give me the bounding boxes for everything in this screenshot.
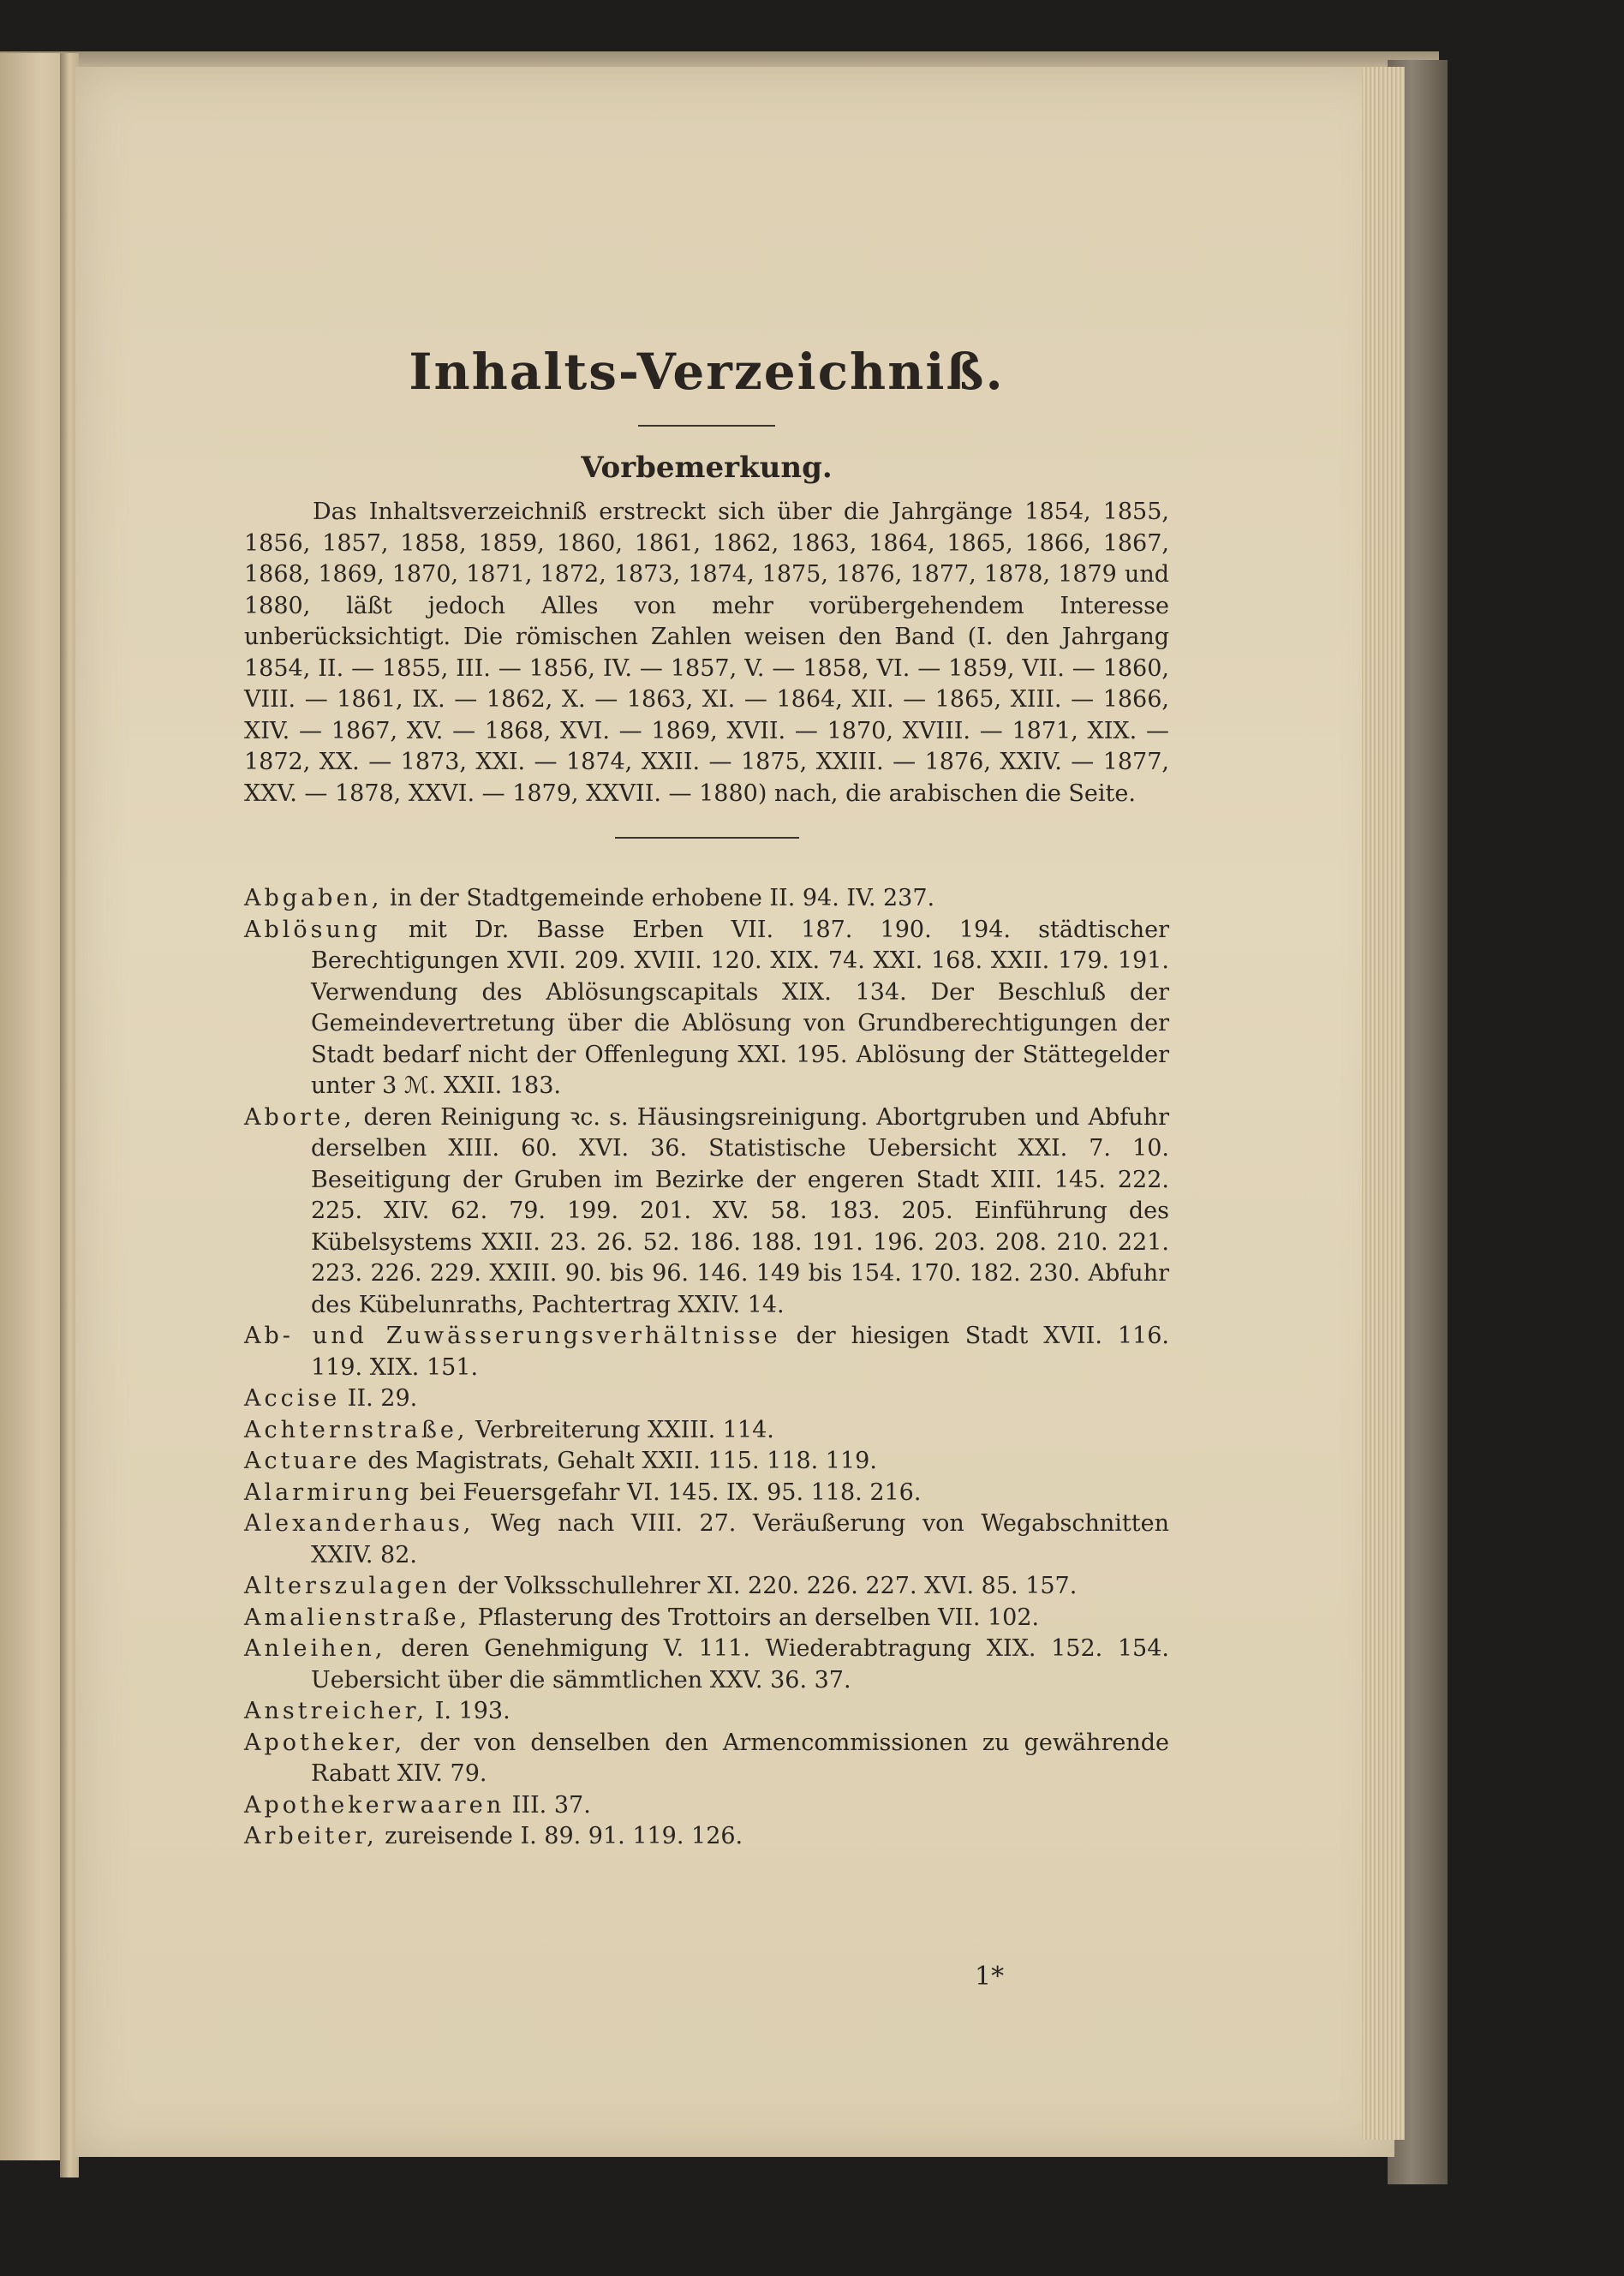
- index-entry: [244, 883, 1169, 915]
- index-entry: [244, 1478, 1169, 1509]
- page-title: Inhalts-Verzeichniß.: [409, 343, 1005, 401]
- entry-keyword: Aborte,: [244, 1103, 355, 1131]
- entry-text: Weg nach VIII. 27. Veräußerung von Wegabschnitten XXIV. 82.: [311, 1510, 1169, 1568]
- entry-keyword: Arbeiter,: [244, 1823, 378, 1849]
- entry-text: bei Feuersgefahr VI. 145. IX. 95. 118. 216.: [412, 1479, 922, 1506]
- entry-text: III. 37.: [505, 1791, 591, 1819]
- index-entry: [244, 1446, 1169, 1478]
- title-divider: [638, 425, 775, 427]
- page-stack-edges: [1362, 67, 1405, 2140]
- entry-text: II. 29.: [340, 1385, 418, 1412]
- entry-keyword: Achternstraße,: [244, 1416, 469, 1443]
- index-entry: [244, 1415, 1169, 1447]
- index-entry: [244, 1821, 1169, 1853]
- entry-text: der Volksschullehrer XI. 220. 226. 227. XVI. 85. 157.: [450, 1573, 1078, 1599]
- entry-keyword: Alexanderhaus,: [244, 1510, 475, 1537]
- entry-text: des Magistrats, Gehalt XXII. 115. 118. 119.: [360, 1448, 877, 1474]
- entry-keyword: Actuare: [244, 1448, 361, 1474]
- entry-text: zureisende I. 89. 91. 119. 126.: [377, 1823, 743, 1849]
- index-entry: [244, 1102, 1169, 1322]
- index-entry: [244, 1508, 1169, 1571]
- entry-keyword: Apotheker,: [244, 1729, 406, 1756]
- entry-keyword: Anleihen,: [244, 1635, 386, 1662]
- index-entry: [244, 1383, 1169, 1415]
- index-entry: [244, 1603, 1169, 1634]
- entry-keyword: Alarmirung: [244, 1479, 413, 1506]
- index-entry: [244, 1728, 1169, 1790]
- index-entry: [244, 1634, 1169, 1696]
- entry-keyword: Ablösung: [244, 916, 381, 943]
- entry-keyword: Amalienstraße,: [244, 1604, 471, 1631]
- index-entry: [244, 1571, 1169, 1603]
- index-entry: [244, 1696, 1169, 1728]
- index-entry: [244, 915, 1169, 1102]
- index-entries: [244, 883, 1169, 1853]
- entry-text: in der Stadtgemeinde erhobene II. 94. IV. 237.: [382, 885, 935, 911]
- entry-text: I. 193.: [427, 1698, 510, 1724]
- section-divider: [615, 837, 799, 839]
- entry-text: deren Reinigung ꝛc. s. Häusingsreinigung. Abortgruben und Abfuhr derselben XIII. 60. XVI. 36. Statistische Uebersicht XXI. 7. 10. Beseitigung der Gruben im Bezirke der engeren Stadt XIII. 145. 222. 225. XIV. 62. 79. 199. 201. XV. 58. 183. 205. Einführung des Kübelsystems XXII. 23. 26. 52. 186. 188. 191. 196. 203. 208. 210. 221. 223. 226. 229. XXIII. 90. bis 96. 146. 149 bis 154. 170. 182. 230. Abfuhr des Kübelunraths, Pachtertrag XXIV. 14.: [311, 1103, 1169, 1318]
- entry-text: Verbreiterung XXIII. 114.: [468, 1416, 774, 1443]
- entry-keyword: Abgaben,: [244, 885, 383, 911]
- entry-keyword: Ab- und Zuwässerungsverhältnisse: [244, 1323, 781, 1349]
- entry-text: der hiesigen Stadt XVII. 116. 119. XIX. 151.: [311, 1323, 1169, 1381]
- entry-keyword: Accise: [244, 1385, 341, 1412]
- signature-mark: 1*: [975, 1962, 1005, 1992]
- entry-keyword: Apothekerwaaren: [244, 1791, 505, 1819]
- entry-text: Pflasterung des Trottoirs an derselben VII. 102.: [470, 1604, 1040, 1631]
- index-entry: [244, 1790, 1169, 1822]
- page-content: [244, 343, 1169, 1853]
- section-heading: Vorbemerkung.: [581, 451, 833, 485]
- entry-text: deren Genehmigung V. 111. Wiederabtragung XIX. 152. 154. Uebersicht über die sämmtlichen XXV. 36. 37.: [311, 1635, 1169, 1694]
- entry-text: der von denselben den Armencommissionen zu gewährende Rabatt XIV. 79.: [311, 1729, 1169, 1787]
- entry-text: mit Dr. Basse Erben VII. 187. 190. 194. städtischer Berechtigungen XVII. 209. XVIII. 120. XIX. 74. XXI. 168. XXII. 179. 191. Verwendung des Ablösungscapitals XIX. 134. Der Beschluß der Gemeindevertretung über die Ablösung von Grundberechtigungen der Stadt bedarf nicht der Offenlegung XXI. 195. Ablösung der Stättegelder unter 3 ℳ. XXII. 183.: [311, 916, 1169, 1099]
- entry-keyword: Anstreicher,: [244, 1698, 428, 1724]
- entry-keyword: Alterszulagen: [244, 1573, 451, 1599]
- preface-paragraph: Das Inhaltsverzeichniß erstreckt sich über die Jahrgänge 1854, 1855, 1856, 1857, 1858, 1859, 1860, 1861, 1862, 1863, 1864, 1865, 1866, 1867, 1868, 1869, 1870, 1871, 1872, 1873, 1874, 1875, 1876, 1877, 1878, 1879 und 1880, läßt jedoch Alles von mehr vorübergehendem Interesse unberücksichtigt. Die römischen Zahlen weisen den Band (I. den Jahrgang 1854, II. — 1855, III. — 1856, IV. — 1857, V. — 1858, VI. — 1859, VII. — 1860, VIII. — 1861, IX. — 1862, X. — 1863, XI. — 1864, XII. — 1865, XIII. — 1866, XIV. — 1867, XV. — 1868, XVI. — 1869, XVII. — 1870, XVIII. — 1871, XIX. — 1872, XX. — 1873, XXI. — 1874, XXII. — 1875, XXIII. — 1876, XXIV. — 1877, XXV. — 1878, XXVI. — 1879, XXVII. — 1880) nach, die arabischen die Seite.: [244, 499, 1169, 807]
- index-entry: [244, 1321, 1169, 1383]
